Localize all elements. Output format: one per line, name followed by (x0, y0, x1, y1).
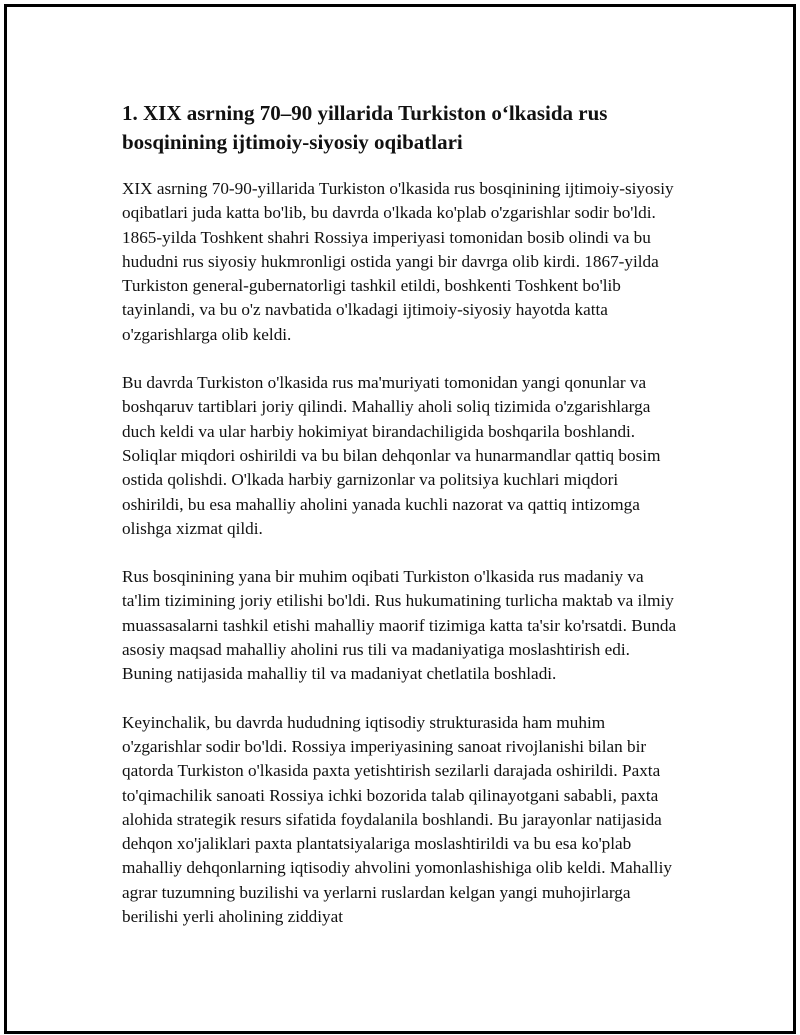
paragraph-2: Bu davrda Turkiston o'lkasida rus ma'muriyati tomonidan yangi qonunlar va boshqaruv tartiblari joriy qilindi. Mahalliy aholi soliq tizimida o'zgarishlarga duch keldi va ular harbiy hokimiyat birandachiligida boshqarila boshlandi. Soliqlar miqdori oshirildi va bu bilan dehqonlar va hunarmandlar qattiq bosim ostida qolishdi. O'lkada harbiy garnizonlar va politsiya kuchlari miqdori oshirildi, bu esa mahalliy aholini yanada kuchli nazorat va qattiq intizomga olishga xizmat qildi. (122, 373, 661, 538)
paragraph-3: Rus bosqinining yana bir muhim oqibati Turkiston o'lkasida rus madaniy va ta'lim tizimining joriy etilishi bo'ldi. Rus hukumatining turlicha maktab va ilmiy muassasalarni tashkil etishi mahalliy maorif tizimiga katta ta'sir ko'rsatdi. Bunda asosiy maqsad mahalliy aholini rus tili va madaniyatiga moslashtirish edi. Buning natijasida mahalliy til va madaniyat chetlatila boshladi. (122, 567, 677, 684)
paragraph-1: XIX asrning 70-90-yillarida Turkiston o'lkasida rus bosqinining ijtimoiy-siyosiy oqibatlari juda katta bo'lib, bu davrda o'lkada ko'plab o'zgarishlar sodir bo'ldi. 1865-yilda Toshkent shahri Rossiya imperiyasi tomonidan bosib olindi va bu hududni rus siyosiy hukmronligi ostida yangi bir davrga olib kirdi. 1867-yilda Turkiston general-gubernatorligi tashkil etildi, boshkenti Toshkent bo'lib tayinlandi, va bu o'z navbatida o'lkadagi ijtimoiy-siyosiy hayotda katta o'zgarishlarga olib keldi. (122, 179, 674, 344)
document-body (122, 99, 682, 953)
section-heading: 1. XIX asrning 70–90 yillarida Turkiston o‘lkasida rus bosqinining ijtimoiy-siyosiy oqibatlari (122, 101, 608, 154)
page-frame (4, 4, 796, 1034)
paragraph-4: Keyinchalik, bu davrda hududning iqtisodiy strukturasida ham muhim o'zgarishlar sodir bo'ldi. Rossiya imperiyasining sanoat rivojlanishi bilan bir qatorda Turkiston o'lkasida paxta yetishtirish sezilarli darajada oshirildi. Paxta to'qimachilik sanoati Rossiya ichki bozorida talab qilinayotgani sababli, paxta alohida strategik resurs sifatida foydalanila boshlandi. Bu jarayonlar natijasida dehqon xo'jaliklari paxta plantatsiyalariga moslashtirildi va bu esa ko'plab mahalliy dehqonlarning iqtisodiy ahvolini yomonlashishiga olib keldi. Mahalliy agrar tuzumning buzilishi va yerlarni ruslardan kelgan yangi muhojirlarga berilishi yerli aholining ziddiyat (122, 712, 672, 927)
